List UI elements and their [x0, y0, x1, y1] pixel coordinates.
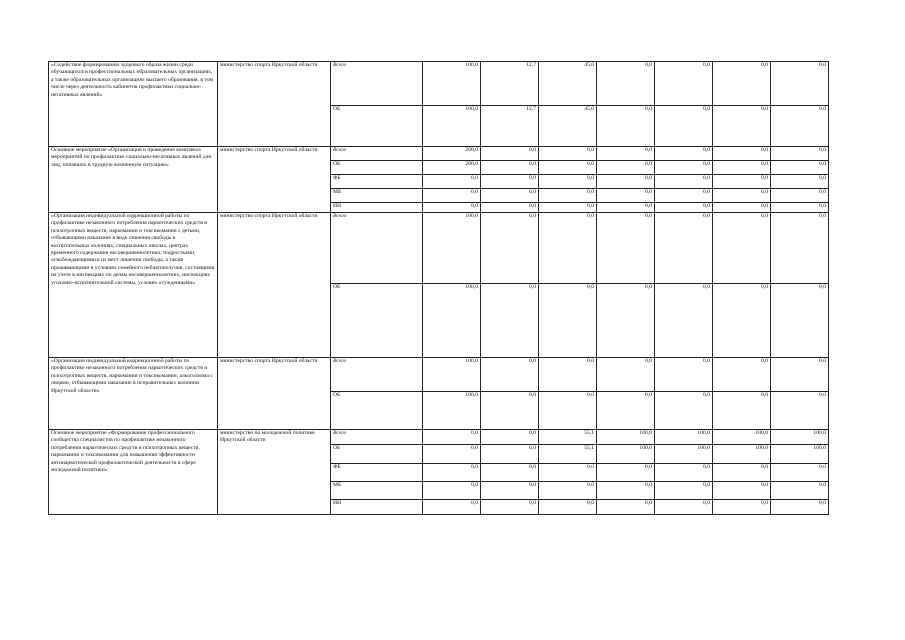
amount-cell: 0,0 [713, 175, 771, 189]
amount-cell: 0,0 [655, 464, 713, 482]
amount-cell: 200,0 [423, 161, 481, 175]
amount-cell: 0,0 [713, 392, 771, 430]
amount-cell: 0,0 [655, 284, 713, 358]
amount-cell: 0,0 [423, 482, 481, 500]
budget-table-body [49, 62, 829, 515]
amount-cell: 0,0 [539, 358, 597, 392]
amount-cell: 0,0 [597, 213, 655, 284]
amount-cell: 0,0 [713, 284, 771, 358]
amount-cell: 0,0 [655, 175, 713, 189]
amount-cell: 100,0 [423, 358, 481, 392]
funding-source: ОБ [331, 284, 423, 358]
amount-cell: 0,0 [597, 464, 655, 482]
responsible-executor: министерство по молодежной политике Иркутской области [218, 430, 331, 515]
amount-cell: 0,0 [771, 284, 829, 358]
amount-cell: 0,0 [423, 175, 481, 189]
table-row [49, 430, 829, 445]
amount-cell: 0,0 [655, 106, 713, 147]
amount-cell: 0,0 [481, 213, 539, 284]
amount-cell: 0,0 [771, 203, 829, 213]
amount-cell: 0,0 [771, 392, 829, 430]
amount-cell: 0,0 [713, 358, 771, 392]
funding-source: МБ [331, 189, 423, 203]
responsible-executor: министерство спорта Иркутской области [218, 358, 331, 430]
amount-cell: 0,0 [597, 500, 655, 515]
table-row [49, 213, 829, 284]
amount-cell: 0,0 [771, 213, 829, 284]
funding-source: Всего [331, 147, 423, 161]
amount-cell: 0,0 [597, 106, 655, 147]
amount-cell: 0,0 [423, 445, 481, 464]
amount-cell: 0,0 [539, 161, 597, 175]
amount-cell: 0,0 [655, 189, 713, 203]
funding-source: Всего [331, 430, 423, 445]
funding-source: Всего [331, 358, 423, 392]
amount-cell: 0,0 [713, 106, 771, 147]
activity-description: Основное мероприятие «Организация и проведение комплекса мероприятий по профилактике социально-негативных явлений для лиц, попавших в трудную жизненную ситуацию» [49, 147, 218, 213]
amount-cell: 0,0 [771, 482, 829, 500]
amount-cell: 0,0 [597, 482, 655, 500]
amount-cell: 0,0 [713, 203, 771, 213]
activity-description: «Содействие формированию здорового образа жизни среди обучающихся в профессиональных образовательных организациях, а также образовательных организациях высшего образования, в том числе через деятельность кабинетов профилактики социально-негативных явлений» [49, 62, 218, 147]
funding-source: Всего [331, 213, 423, 284]
amount-cell: 0,0 [655, 213, 713, 284]
amount-cell: 0,0 [713, 161, 771, 175]
amount-cell: 0,0 [655, 392, 713, 430]
amount-cell: 0,0 [539, 464, 597, 482]
amount-cell: 0,0 [597, 358, 655, 392]
funding-source: ИИ [331, 203, 423, 213]
amount-cell: 0,0 [481, 445, 539, 464]
amount-cell: 0,0 [771, 358, 829, 392]
funding-source: ОБ [331, 161, 423, 175]
budget-table [48, 61, 829, 515]
amount-cell: 100,0 [423, 62, 481, 106]
amount-cell: 0,0 [423, 500, 481, 515]
amount-cell: 0,0 [481, 430, 539, 445]
amount-cell: 0,0 [655, 482, 713, 500]
amount-cell: 0,0 [423, 203, 481, 213]
amount-cell: 0,0 [597, 189, 655, 203]
amount-cell: 0,0 [481, 203, 539, 213]
amount-cell: 0,0 [597, 203, 655, 213]
amount-cell: 0,0 [597, 175, 655, 189]
funding-source: ОБ [331, 392, 423, 430]
amount-cell: 0,0 [713, 62, 771, 106]
amount-cell: 0,0 [539, 213, 597, 284]
amount-cell: 0,0 [539, 147, 597, 161]
amount-cell: 0,0 [481, 358, 539, 392]
amount-cell: 100,0 [597, 430, 655, 445]
amount-cell: 45,0 [539, 106, 597, 147]
amount-cell: 0,0 [597, 284, 655, 358]
amount-cell: 0,0 [771, 175, 829, 189]
amount-cell: 0,0 [539, 284, 597, 358]
amount-cell: 0,0 [771, 62, 829, 106]
amount-cell: 0,0 [481, 161, 539, 175]
amount-cell: 0,0 [655, 358, 713, 392]
funding-source: ИИ [331, 500, 423, 515]
amount-cell: 0,0 [655, 62, 713, 106]
activity-description: «Организация индивидуальной коррекционной работы по профилактике незаконного потребления наркотических средств и психотропных веществ, наркомании и токсикомании с детьми, отбывающими наказание в виде лишения свободы в воспитательных колониях, специальных школах, центрах временного содержания несовершеннолетних, подростками, освобождающимися из мест лишения свободы, а также проживающими в условиях семейного неблагополучия, состоящими на учете в инспекциях по делам несовершеннолетних, инспекциях уголовно-исполнительной системы, условно осужденными» [49, 213, 218, 358]
amount-cell: 0,0 [713, 482, 771, 500]
amount-cell: 55,1 [539, 430, 597, 445]
funding-source: ОБ [331, 445, 423, 464]
amount-cell: 0,0 [597, 62, 655, 106]
funding-source: ОБ [331, 106, 423, 147]
amount-cell: 0,0 [539, 482, 597, 500]
amount-cell: 200,0 [423, 147, 481, 161]
amount-cell: 0,0 [771, 500, 829, 515]
amount-cell: 0,0 [539, 175, 597, 189]
table-row [49, 62, 829, 106]
amount-cell: 0,0 [713, 189, 771, 203]
amount-cell: 100,0 [655, 445, 713, 464]
amount-cell: 0,0 [771, 161, 829, 175]
responsible-executor: министерство спорта Иркутской области [218, 62, 331, 147]
amount-cell: 0,0 [481, 147, 539, 161]
amount-cell: 0,0 [481, 284, 539, 358]
amount-cell: 100,0 [713, 445, 771, 464]
amount-cell: 100,0 [423, 284, 481, 358]
amount-cell: 100,0 [423, 106, 481, 147]
amount-cell: 0,0 [655, 161, 713, 175]
amount-cell: 0,0 [423, 464, 481, 482]
amount-cell: 55,1 [539, 445, 597, 464]
amount-cell: 0,0 [539, 500, 597, 515]
funding-source: Всего [331, 62, 423, 106]
amount-cell: 0,0 [655, 147, 713, 161]
amount-cell: 0,0 [539, 189, 597, 203]
responsible-executor: министерство спорта Иркутской области [218, 213, 331, 358]
funding-source: ФБ [331, 175, 423, 189]
amount-cell: 0,0 [423, 189, 481, 203]
amount-cell: 0,0 [481, 175, 539, 189]
amount-cell: 0,0 [597, 161, 655, 175]
funding-source: ФБ [331, 464, 423, 482]
amount-cell: 0,0 [423, 430, 481, 445]
amount-cell: 0,0 [713, 500, 771, 515]
table-row [49, 147, 829, 161]
amount-cell: 0,0 [597, 392, 655, 430]
amount-cell: 0,0 [771, 189, 829, 203]
amount-cell: 100,0 [771, 430, 829, 445]
amount-cell: 100,0 [655, 430, 713, 445]
activity-description: Основное мероприятие «Формирование профессионального сообщества специалистов по профилактике незаконного потребления наркотических средств и психотропных веществ, наркомании и токсикомании для повышения эффективности антинаркотической профилактической деятельности в сфере молодежной политики» [49, 430, 218, 515]
amount-cell: 45,0 [539, 62, 597, 106]
amount-cell: 0,0 [655, 203, 713, 213]
amount-cell: 0,0 [771, 464, 829, 482]
table-row [49, 358, 829, 392]
amount-cell: 0,0 [771, 106, 829, 147]
amount-cell: 0,0 [481, 392, 539, 430]
amount-cell: 100,0 [713, 430, 771, 445]
amount-cell: 0,0 [655, 500, 713, 515]
activity-description: «Организация индивидуальной коррекционной работы по профилактике незаконного потребления наркотических средств и психотропных веществ, наркомании и токсикомании, алкоголизма с лицами, отбывающими наказание в исправительных колониях Иркутской области» [49, 358, 218, 430]
amount-cell: 0,0 [771, 147, 829, 161]
amount-cell: 100,0 [771, 445, 829, 464]
funding-source: МБ [331, 482, 423, 500]
responsible-executor: министерство спорта Иркутской области [218, 147, 331, 213]
amount-cell: 0,0 [713, 147, 771, 161]
amount-cell: 100,0 [597, 445, 655, 464]
amount-cell: 0,0 [713, 464, 771, 482]
amount-cell: 0,0 [539, 392, 597, 430]
amount-cell: 0,0 [597, 147, 655, 161]
amount-cell: 100,0 [423, 213, 481, 284]
amount-cell: 0,0 [539, 203, 597, 213]
amount-cell: 12,7 [481, 106, 539, 147]
amount-cell: 0,0 [713, 213, 771, 284]
amount-cell: 0,0 [481, 464, 539, 482]
amount-cell: 0,0 [481, 189, 539, 203]
amount-cell: 0,0 [481, 482, 539, 500]
amount-cell: 0,0 [481, 500, 539, 515]
amount-cell: 100,0 [423, 392, 481, 430]
amount-cell: 12,7 [481, 62, 539, 106]
